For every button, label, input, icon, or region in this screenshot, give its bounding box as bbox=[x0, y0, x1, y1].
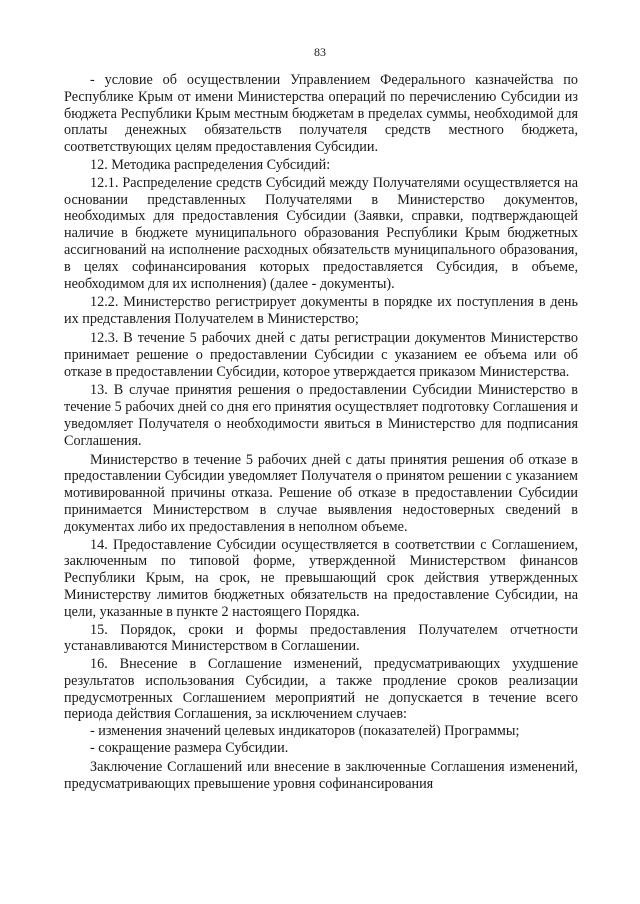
page-number: 83 bbox=[314, 45, 326, 59]
paragraph-12-3: 12.3. В течение 5 рабочих дней с даты регистрации документов Министерство принимает решение о предоставлении Субсидии с указанием ее объема или об отказе в предоставлении Субсидии, которое утверждается приказом Министерства. bbox=[64, 329, 578, 380]
paragraph-16: 16. Внесение в Соглашение изменений, предусматривающих ухудшение результатов использования Субсидии, а также продление сроков реализации предусмотренных Соглашением мероприятий не допускается в течение всего периода действия Соглашения, за исключением случаев: bbox=[64, 656, 578, 723]
paragraph-13: 13. В случае принятия решения о предоставлении Субсидии Министерство в течение 5 рабочих дней со дня его принятия осуществляет подготовку Соглашения и уведомляет Получателя о необходимости явиться в Министерство для подписания Соглашения. bbox=[64, 382, 578, 449]
paragraph-15: 15. Порядок, сроки и формы предоставления Получателем отчетности устанавливаются Министерством в Соглашении. bbox=[64, 621, 578, 655]
paragraph-12-methodology: 12. Методика распределения Субсидий: bbox=[90, 156, 331, 173]
paragraph-agreements: Заключение Соглашений или внесение в заключенные Соглашения изменений, предусматривающих превышение уровня софинансирования bbox=[64, 758, 578, 792]
list-item-subsidy-reduction: - сокращение размера Субсидии. bbox=[90, 740, 289, 757]
paragraph-12-2: 12.2. Министерство регистрирует документы в порядке их поступления в день их представления Получателем в Министерство; bbox=[64, 294, 578, 328]
paragraph-12-1: 12.1. Распределение средств Субсидий между Получателями осуществляется на основании представленных Получателями в Министерство документов, необходимых для предоставления Субсидии (Заявки, справки, подтверждающей наличие в бюджете муниципального образования Республики Крым бюджетных ассигнований на исполнение расходных обязательств муниципального образования, в целях софинансирования которых предоставляется Субсидия, в объеме, необходимом для их исполнения) (далее - документы). bbox=[64, 174, 578, 292]
paragraph-14: 14. Предоставление Субсидии осуществляется в соответствии с Соглашением, заключенным по типовой форме, утвержденной Министерством финансов Республики Крым, на срок, не превышающий срок действия утвержденных Министерству лимитов бюджетных обязательств на предоставление Субсидии, на цели, указанные в пункте 2 настоящего Порядка. bbox=[64, 536, 578, 620]
list-item-indicators: - изменения значений целевых индикаторов (показателей) Программы; bbox=[90, 723, 520, 740]
document-body bbox=[64, 72, 578, 792]
paragraph-treasury-condition: - условие об осуществлении Управлением Федерального казначейства по Республике Крым от имени Министерства операций по перечислению Субсидии из бюджета Республики Крым местным бюджетам в пределах суммы, необходимой для оплаты денежных обязательств получателя средств местного бюджета, соответствующих целям предоставления Субсидии. bbox=[64, 72, 578, 156]
paragraph-13-refusal: Министерство в течение 5 рабочих дней с даты принятия решения об отказе в предоставлении Субсидии уведомляет Получателя о принятом решении с указанием мотивированной причины отказа. Решение об отказе в предоставлении Субсидии принимается Министерством в случае выявления недостоверных сведений в документах либо их предоставления в неполном объеме. bbox=[64, 451, 578, 535]
